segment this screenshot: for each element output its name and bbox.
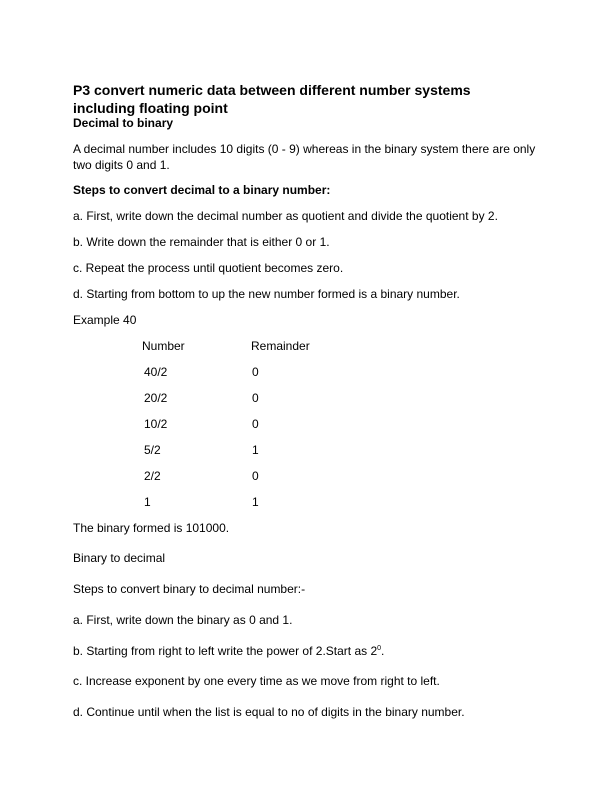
- result-text: The binary formed is 101000.: [73, 521, 230, 535]
- section-heading-decimal-to-binary: Decimal to binary: [73, 116, 174, 130]
- table-cell-number: 10/2: [144, 417, 168, 431]
- table-cell-number: 2/2: [144, 469, 161, 483]
- example-label: Example 40: [73, 313, 137, 327]
- document-title: P3 convert numeric data between different number systems including floating point: [73, 82, 471, 116]
- table-cell-number: 5/2: [144, 443, 161, 457]
- table-cell-number: 20/2: [144, 391, 168, 405]
- table-cell-remainder: 1: [252, 495, 259, 509]
- table-cell-remainder: 0: [252, 469, 259, 483]
- table-cell-remainder: 0: [252, 365, 259, 379]
- step-text: b. Starting from right to left write the power of 2.Start as 2: [73, 644, 378, 658]
- table-cell-remainder: 0: [252, 417, 259, 431]
- table-cell-number: 40/2: [144, 365, 168, 379]
- table-header-remainder: Remainder: [251, 339, 310, 353]
- step-item: c. Repeat the process until quotient becomes zero.: [73, 261, 344, 275]
- step-item-with-superscript: [73, 643, 384, 659]
- table-header-number: Number: [142, 339, 185, 353]
- table-cell-remainder: 0: [252, 391, 259, 405]
- step-item: a. First, write down the binary as 0 and 1.: [73, 613, 293, 627]
- step-item: a. First, write down the decimal number as quotient and divide the quotient by 2.: [73, 209, 498, 223]
- exponent-superscript: 0: [377, 645, 382, 652]
- table-cell-number: 1: [144, 495, 151, 509]
- steps-heading-binary-to-decimal: Steps to convert binary to decimal number:-: [73, 582, 306, 596]
- table-cell-remainder: 1: [252, 443, 259, 457]
- step-item: d. Starting from bottom to up the new number formed is a binary number.: [73, 287, 460, 301]
- step-item: b. Write down the remainder that is either 0 or 1.: [73, 235, 330, 249]
- step-item: d. Continue until when the list is equal to no of digits in the binary number.: [73, 705, 465, 719]
- step-suffix: .: [381, 644, 385, 658]
- step-item: c. Increase exponent by one every time as we move from right to left.: [73, 674, 440, 688]
- intro-paragraph: A decimal number includes 10 digits (0 - 9) whereas in the binary system there are only two digits 0 and 1.: [73, 142, 536, 172]
- section-heading-binary-to-decimal: Binary to decimal: [73, 551, 166, 565]
- steps-heading-decimal-to-binary: Steps to convert decimal to a binary number:: [73, 183, 331, 197]
